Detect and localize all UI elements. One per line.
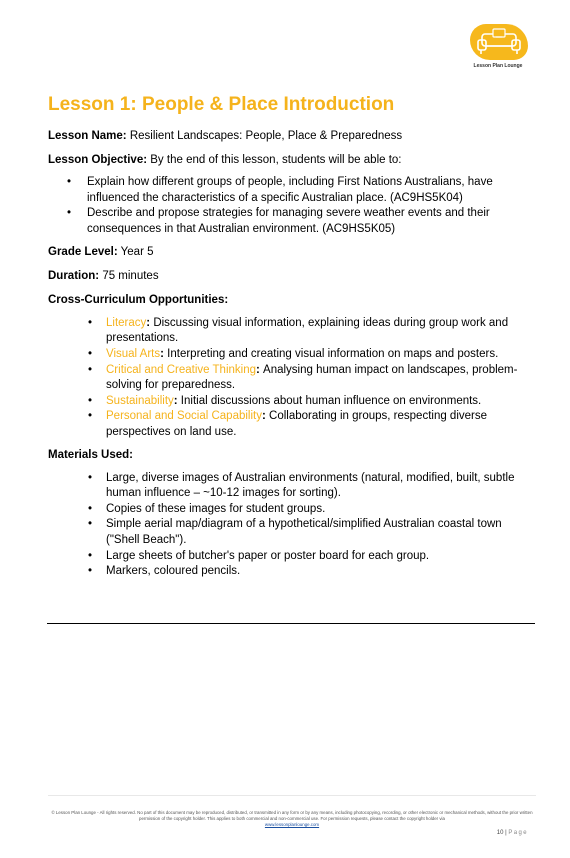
page-title: Lesson 1: People & Place Introduction	[48, 94, 395, 115]
lesson-name-row	[48, 129, 538, 145]
literacy-label: Literacy	[106, 316, 147, 329]
objective-label: Lesson Objective:	[48, 154, 148, 167]
objective-list	[48, 175, 538, 237]
list-item: • Explain how different groups of people, including First Nations Australians, have influenced the characteristics of a specific Australian place. (AC9HS5K04)	[48, 175, 538, 206]
website-link[interactable]: www.lessonplanlounge.com	[264, 822, 320, 828]
sofa-icon	[476, 28, 522, 56]
objective-row	[48, 153, 538, 169]
logo	[466, 20, 530, 74]
list-item: • Describe and propose strategies for managing severe weather events and their consequences in that Australian environment. (AC9HS5K05)	[48, 206, 538, 237]
list-item: • Visual Arts: Interpreting and creating visual information on maps and posters.	[48, 347, 538, 363]
materials-heading	[48, 448, 538, 464]
grade-value: Year 5	[120, 245, 154, 258]
copyright-text: © Lesson Plan Lounge - All rights reserved. No part of this document may be reproduced, distributed, or transmitted in any form or by any means, including photocopying, recording, or other electronic or mechanical methods, without the prior written permission of the copyright holder. This applies to both commercial and non-commercial use. For permission requests, please contact the copyright holder via	[51, 810, 533, 822]
cross-curriculum-heading	[48, 293, 538, 309]
personal-social-label: Personal and Social Capability	[106, 410, 262, 423]
list-item: • Personal and Social Capability: Collaborating in groups, respecting diverse perspectives on land use.	[48, 409, 538, 440]
list-item: • Literacy: Discussing visual information, explaining ideas during group work and presentations.	[48, 316, 538, 347]
duration-row	[48, 269, 538, 285]
sustainability-label: Sustainability	[106, 394, 174, 407]
list-item: • Large, diverse images of Australian environments (natural, modified, built, subtle human influence – ~10-12 images for sorting).	[48, 471, 538, 502]
logo-text: Lesson Plan Lounge	[473, 63, 523, 69]
grade-row	[48, 245, 538, 261]
item-text: Interpreting and creating visual information on maps and posters.	[167, 348, 499, 361]
item-text: Discussing visual information, explaining ideas during group work and presentations.	[106, 316, 509, 345]
list-item: • Sustainability: Initial discussions about human influence on environments.	[48, 394, 538, 410]
list-item: • Critical and Creative Thinking: Analysing human impact on landscapes, problem-solving for preparedness.	[48, 363, 538, 394]
item-text: Initial discussions about human influence on environments.	[180, 394, 482, 407]
section-divider	[47, 623, 535, 624]
list-item: • Copies of these images for student groups.	[48, 502, 538, 518]
critical-thinking-label: Critical and Creative Thinking	[106, 363, 256, 376]
cross-curriculum-list	[48, 316, 538, 441]
lesson-content	[48, 129, 538, 587]
footer-divider	[48, 795, 536, 796]
copyright-footer	[48, 810, 536, 829]
lesson-name-value: Resilient Landscapes: People, Place & Preparedness	[129, 130, 403, 142]
grade-label: Grade Level:	[48, 245, 118, 258]
materials-label: Materials Used:	[48, 448, 134, 461]
cross-curriculum-label: Cross-Curriculum Opportunities:	[48, 293, 229, 306]
objective-value: By the end of this lesson, students will be able to:	[150, 154, 402, 167]
item-text: Analysing human impact on landscapes, problem-solving for preparedness.	[106, 363, 518, 392]
page-label: Page	[508, 830, 528, 836]
lesson-name-label: Lesson Name:	[48, 130, 127, 142]
list-item: • Simple aerial map/diagram of a hypothetical/simplified Australian coastal town ("Shell Beach").	[48, 517, 538, 548]
duration-value: 75 minutes	[102, 269, 159, 282]
item-text: Collaborating in groups, respecting diverse perspectives on land use.	[106, 410, 487, 438]
page-number-value: 10	[496, 830, 504, 836]
visual-arts-label: Visual Arts	[106, 348, 161, 361]
page-number: 10 | Page	[496, 830, 528, 836]
list-item: • Markers, coloured pencils.	[48, 564, 538, 580]
materials-list	[48, 471, 538, 580]
list-item: • Large sheets of butcher's paper or poster board for each group.	[48, 549, 538, 565]
duration-label: Duration:	[48, 269, 100, 282]
